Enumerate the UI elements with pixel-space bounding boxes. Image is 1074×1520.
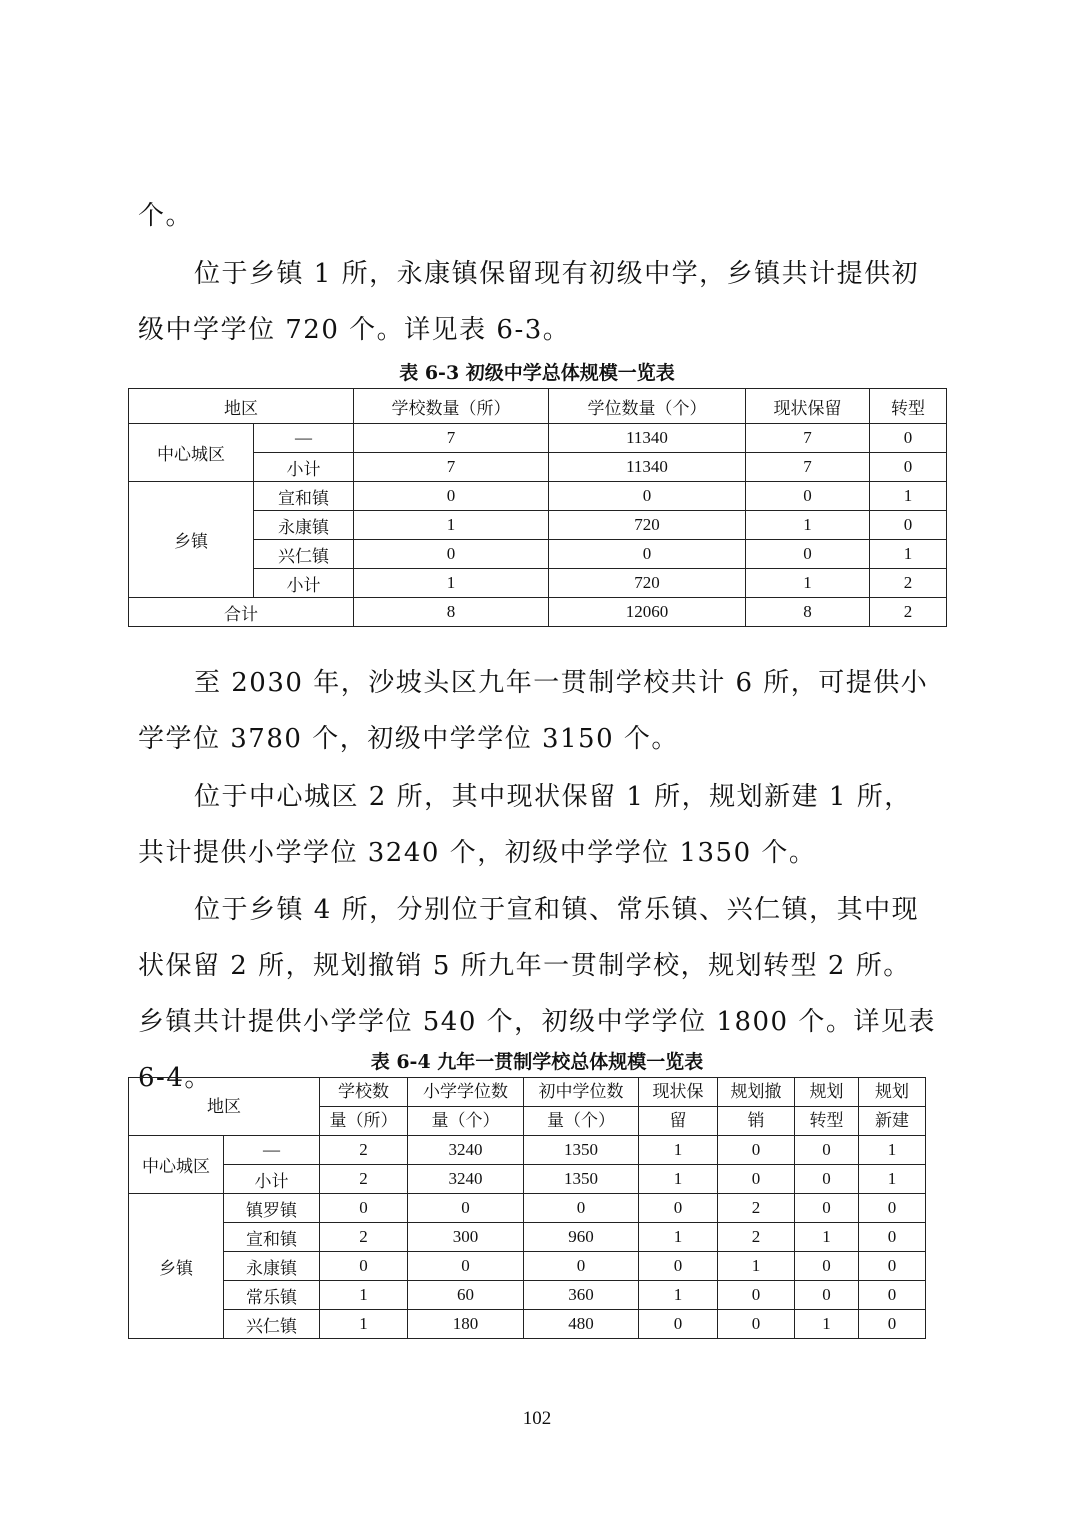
table-cell: 兴仁镇 (224, 1310, 320, 1339)
table-cell: 180 (408, 1310, 524, 1339)
page-number: 102 (522, 1408, 552, 1429)
table-cell: 7 (746, 424, 870, 453)
table-cell: 8 (354, 598, 549, 627)
table-cell: 8 (746, 598, 870, 627)
header-transformed: 转型 (870, 389, 947, 424)
table-cell: 0 (795, 1136, 859, 1165)
paragraph-town-middle-school: 位于乡镇 1 所，永康镇保留现有初级中学，乡镇共计提供初级中学学位 720 个。详见表 6-3。 (138, 259, 920, 345)
table-cell: 1 (870, 540, 947, 569)
table-cell: 0 (870, 511, 947, 540)
header-primary-seats-line2: 量（个） (408, 1107, 524, 1136)
table-cell: 小计 (254, 569, 354, 598)
table-cell: 1 (746, 569, 870, 598)
table-cell: 0 (795, 1252, 859, 1281)
table-cell: 1 (859, 1165, 926, 1194)
table-cell: 1 (320, 1310, 408, 1339)
table-cell: 0 (795, 1165, 859, 1194)
table-cell: 0 (859, 1194, 926, 1223)
header-primary-seats: 小学学位数 (408, 1078, 524, 1107)
table-cell: 1 (639, 1281, 718, 1310)
table-cell: 0 (639, 1252, 718, 1281)
table-cell: 0 (746, 482, 870, 511)
table-cell: 11340 (549, 453, 746, 482)
table-cell: 2 (320, 1223, 408, 1252)
table-cell: 7 (354, 453, 549, 482)
table-cell: 0 (859, 1310, 926, 1339)
table-cell: 0 (718, 1165, 795, 1194)
table-cell: 2 (320, 1165, 408, 1194)
table-cell: 0 (549, 482, 746, 511)
table-cell: 0 (408, 1252, 524, 1281)
header-seat-count: 学位数量（个） (549, 389, 746, 424)
table-header-row (129, 1078, 926, 1107)
header-region: 地区 (129, 1078, 320, 1136)
paragraph-towns: 位于乡镇 4 所，分别位于宣和镇、常乐镇、兴仁镇，其中现状保留 2 所，规划撤销 5 所九年一贯制学校，规划转型 2 所。乡镇共计提供小学学位 540 个，初级中学学位 1800 个。详见表 6-4。 (138, 895, 936, 1093)
group-towns: 乡镇 (129, 1194, 224, 1339)
header-retained: 现状保留 (746, 389, 870, 424)
header-school-count-line2: 量（所） (320, 1107, 408, 1136)
group-towns: 乡镇 (129, 482, 254, 598)
table-cell: 1 (354, 569, 549, 598)
header-planned-closure-line2: 销 (718, 1107, 795, 1136)
table-6-4 (128, 1077, 926, 1339)
table-cell: 宣和镇 (254, 482, 354, 511)
table-cell: 1350 (524, 1136, 639, 1165)
table-cell: 0 (639, 1194, 718, 1223)
table-cell: 0 (524, 1194, 639, 1223)
table-cell: 2 (870, 569, 947, 598)
table-cell: 0 (795, 1194, 859, 1223)
table-cell: 1 (746, 511, 870, 540)
table-cell: 0 (320, 1194, 408, 1223)
table-cell: 1350 (524, 1165, 639, 1194)
table-cell: 0 (354, 540, 549, 569)
table-cell: 2 (870, 598, 947, 627)
group-center-city: 中心城区 (129, 424, 254, 482)
header-planned-new: 规划 (859, 1078, 926, 1107)
table-header-row (129, 389, 947, 424)
table-cell: 1 (639, 1136, 718, 1165)
table-cell: 0 (870, 453, 947, 482)
table-cell: 宣和镇 (224, 1223, 320, 1252)
table-cell: 镇罗镇 (224, 1194, 320, 1223)
table-cell: 7 (746, 453, 870, 482)
table-cell: 11340 (549, 424, 746, 453)
table-cell: 0 (870, 424, 947, 453)
table-6-3 (128, 388, 947, 627)
table-cell: 0 (354, 482, 549, 511)
header-planned-transform-line2: 转型 (795, 1107, 859, 1136)
table-cell: 兴仁镇 (254, 540, 354, 569)
table-cell: 3240 (408, 1165, 524, 1194)
header-region: 地区 (129, 389, 354, 424)
table-row (129, 1252, 926, 1281)
table-cell: 0 (718, 1281, 795, 1310)
table-cell: 480 (524, 1310, 639, 1339)
table-cell: 60 (408, 1281, 524, 1310)
table-row (129, 482, 947, 511)
table-cell: 1 (795, 1310, 859, 1339)
group-center-city: 中心城区 (129, 1136, 224, 1194)
table-cell: 0 (859, 1223, 926, 1252)
table-cell: 小计 (254, 453, 354, 482)
table-cell: 0 (718, 1310, 795, 1339)
table-cell: 1 (718, 1252, 795, 1281)
table-cell: 300 (408, 1223, 524, 1252)
table-row (129, 1310, 926, 1339)
header-retained: 现状保 (639, 1078, 718, 1107)
table-cell: 永康镇 (224, 1252, 320, 1281)
table-cell: 0 (320, 1252, 408, 1281)
paragraph-center-city: 位于中心城区 2 所，其中现状保留 1 所，规划新建 1 所，共计提供小学学位 3240 个，初级中学学位 1350 个。 (138, 782, 912, 868)
table-6-4-caption: 表 6-4 九年一贯制学校总体规模一览表 (370, 1051, 704, 1073)
paragraph-continuation: 个。 (138, 201, 194, 231)
table-cell: 1 (354, 511, 549, 540)
table-cell: 720 (549, 511, 746, 540)
table-cell: 小计 (224, 1165, 320, 1194)
table-row (129, 424, 947, 453)
header-planned-new-line2: 新建 (859, 1107, 926, 1136)
table-cell: 0 (859, 1281, 926, 1310)
table-cell: 0 (746, 540, 870, 569)
header-middle-seats: 初中学位数 (524, 1078, 639, 1107)
table-cell: 0 (639, 1310, 718, 1339)
table-cell: 1 (639, 1165, 718, 1194)
header-school-count: 学校数量（所） (354, 389, 549, 424)
paragraph-2030-summary: 至 2030 年，沙坡头区九年一贯制学校共计 6 所，可提供小学学位 3780 个，初级中学学位 3150 个。 (138, 668, 929, 754)
table-cell: 2 (320, 1136, 408, 1165)
table-row (129, 1165, 926, 1194)
header-planned-closure: 规划撤 (718, 1078, 795, 1107)
table-cell: 1 (795, 1223, 859, 1252)
table-cell: 1 (320, 1281, 408, 1310)
table-row (129, 1223, 926, 1252)
table-cell: 1 (870, 482, 947, 511)
table-total-row (129, 598, 947, 627)
table-cell: 1 (639, 1223, 718, 1252)
table-cell: 960 (524, 1223, 639, 1252)
table-6-3-caption: 表 6-3 初级中学总体规模一览表 (399, 362, 675, 384)
table-cell: 0 (524, 1252, 639, 1281)
total-label: 合计 (129, 598, 354, 627)
table-cell: 2 (718, 1223, 795, 1252)
header-retained-line2: 留 (639, 1107, 718, 1136)
table-cell: 永康镇 (254, 511, 354, 540)
table-cell: 常乐镇 (224, 1281, 320, 1310)
table-cell: — (224, 1136, 320, 1165)
table-cell: 0 (718, 1136, 795, 1165)
table-cell: 360 (524, 1281, 639, 1310)
table-row (129, 1194, 926, 1223)
table-cell: 0 (408, 1194, 524, 1223)
table-cell: 720 (549, 569, 746, 598)
table-cell: 7 (354, 424, 549, 453)
table-cell: 0 (549, 540, 746, 569)
header-planned-transform: 规划 (795, 1078, 859, 1107)
table-cell: 0 (795, 1281, 859, 1310)
table-cell: 0 (859, 1252, 926, 1281)
table-cell: 12060 (549, 598, 746, 627)
header-middle-seats-line2: 量（个） (524, 1107, 639, 1136)
table-cell: 2 (718, 1194, 795, 1223)
header-school-count: 学校数 (320, 1078, 408, 1107)
table-cell: 1 (859, 1136, 926, 1165)
table-cell: 3240 (408, 1136, 524, 1165)
table-row (129, 1281, 926, 1310)
table-cell: — (254, 424, 354, 453)
table-row (129, 1136, 926, 1165)
